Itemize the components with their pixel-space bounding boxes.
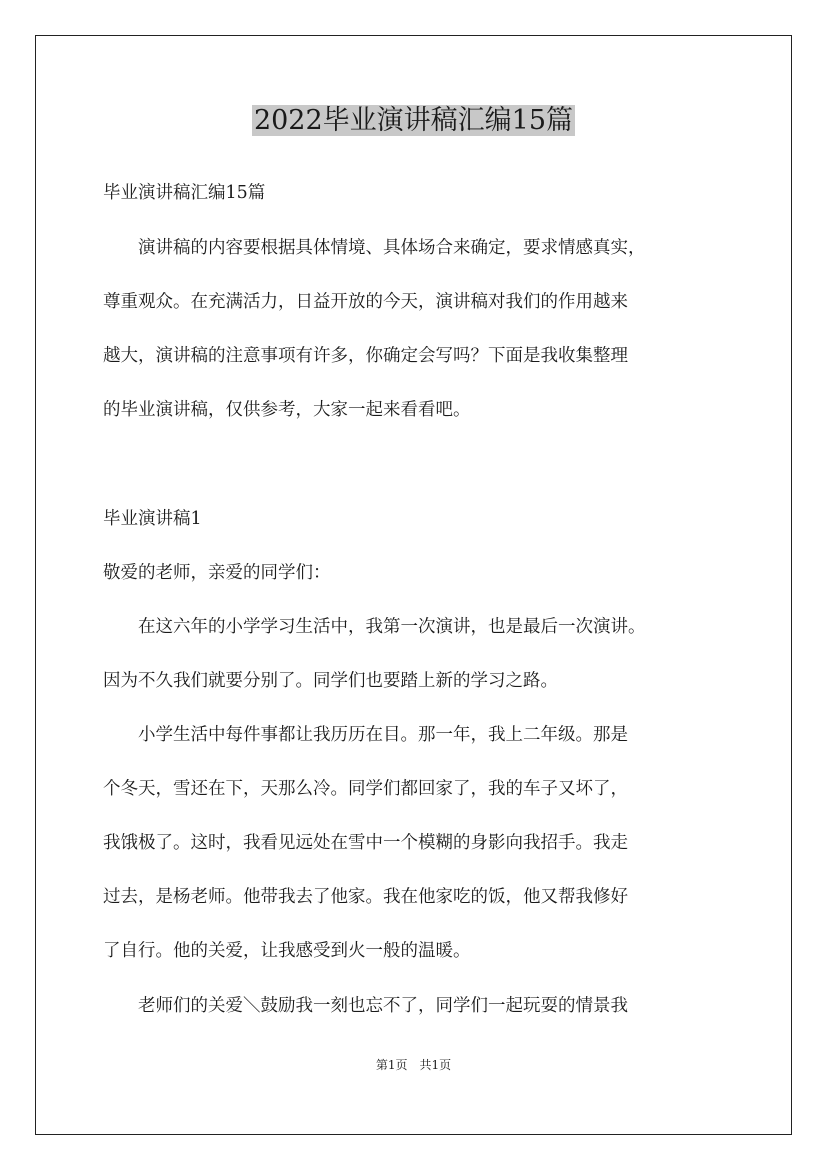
paragraph-line: 过去，是杨老师。他带我去了他家。我在他家吃的饭，他又帮我修好 [103,887,628,907]
page-number-footer: 第1页 共1页 [375,1058,452,1072]
paragraph-line: 越大，演讲稿的注意事项有许多，你确定会写吗？下面是我收集整理 [103,346,628,366]
section-heading: 毕业演讲稿1 [103,509,202,529]
paragraph-line: 老师们的关爱＼鼓励我一刻也忘不了，同学们一起玩耍的情景我 [103,996,628,1016]
paragraph-line: 因为不久我们就要分别了。同学们也要踏上新的学习之路。 [103,671,558,691]
paragraph-line: 在这六年的小学学习生活中，我第一次演讲，也是最后一次演讲。 [103,617,646,637]
paragraph-line: 的毕业演讲稿，仅供参考，大家一起来看看吧。 [103,400,471,420]
paragraph-line: 个冬天，雪还在下，天那么冷。同学们都回家了，我的车子又坏了， [103,779,628,799]
document-title-text: 2022毕业演讲稿汇编15篇 [253,105,574,136]
paragraph-line: 小学生活中每件事都让我历历在目。那一年，我上二年级。那是 [103,725,628,745]
document-title [0,99,827,143]
paragraph-line: 尊重观众。在充满活力，日益开放的今天，演讲稿对我们的作用越来 [103,292,628,312]
paragraph-line: 了自行。他的关爱，让我感受到火一般的温暖。 [103,941,471,961]
paragraph-line: 我饿极了。这时，我看见远处在雪中一个模糊的身影向我招手。我走 [103,833,628,853]
salutation-line: 敬爱的老师，亲爱的同学们： [103,563,331,583]
paragraph-line: 演讲稿的内容要根据具体情境、具体场合来确定，要求情感真实， [103,238,646,258]
subtitle-line: 毕业演讲稿汇编15篇 [103,183,266,203]
